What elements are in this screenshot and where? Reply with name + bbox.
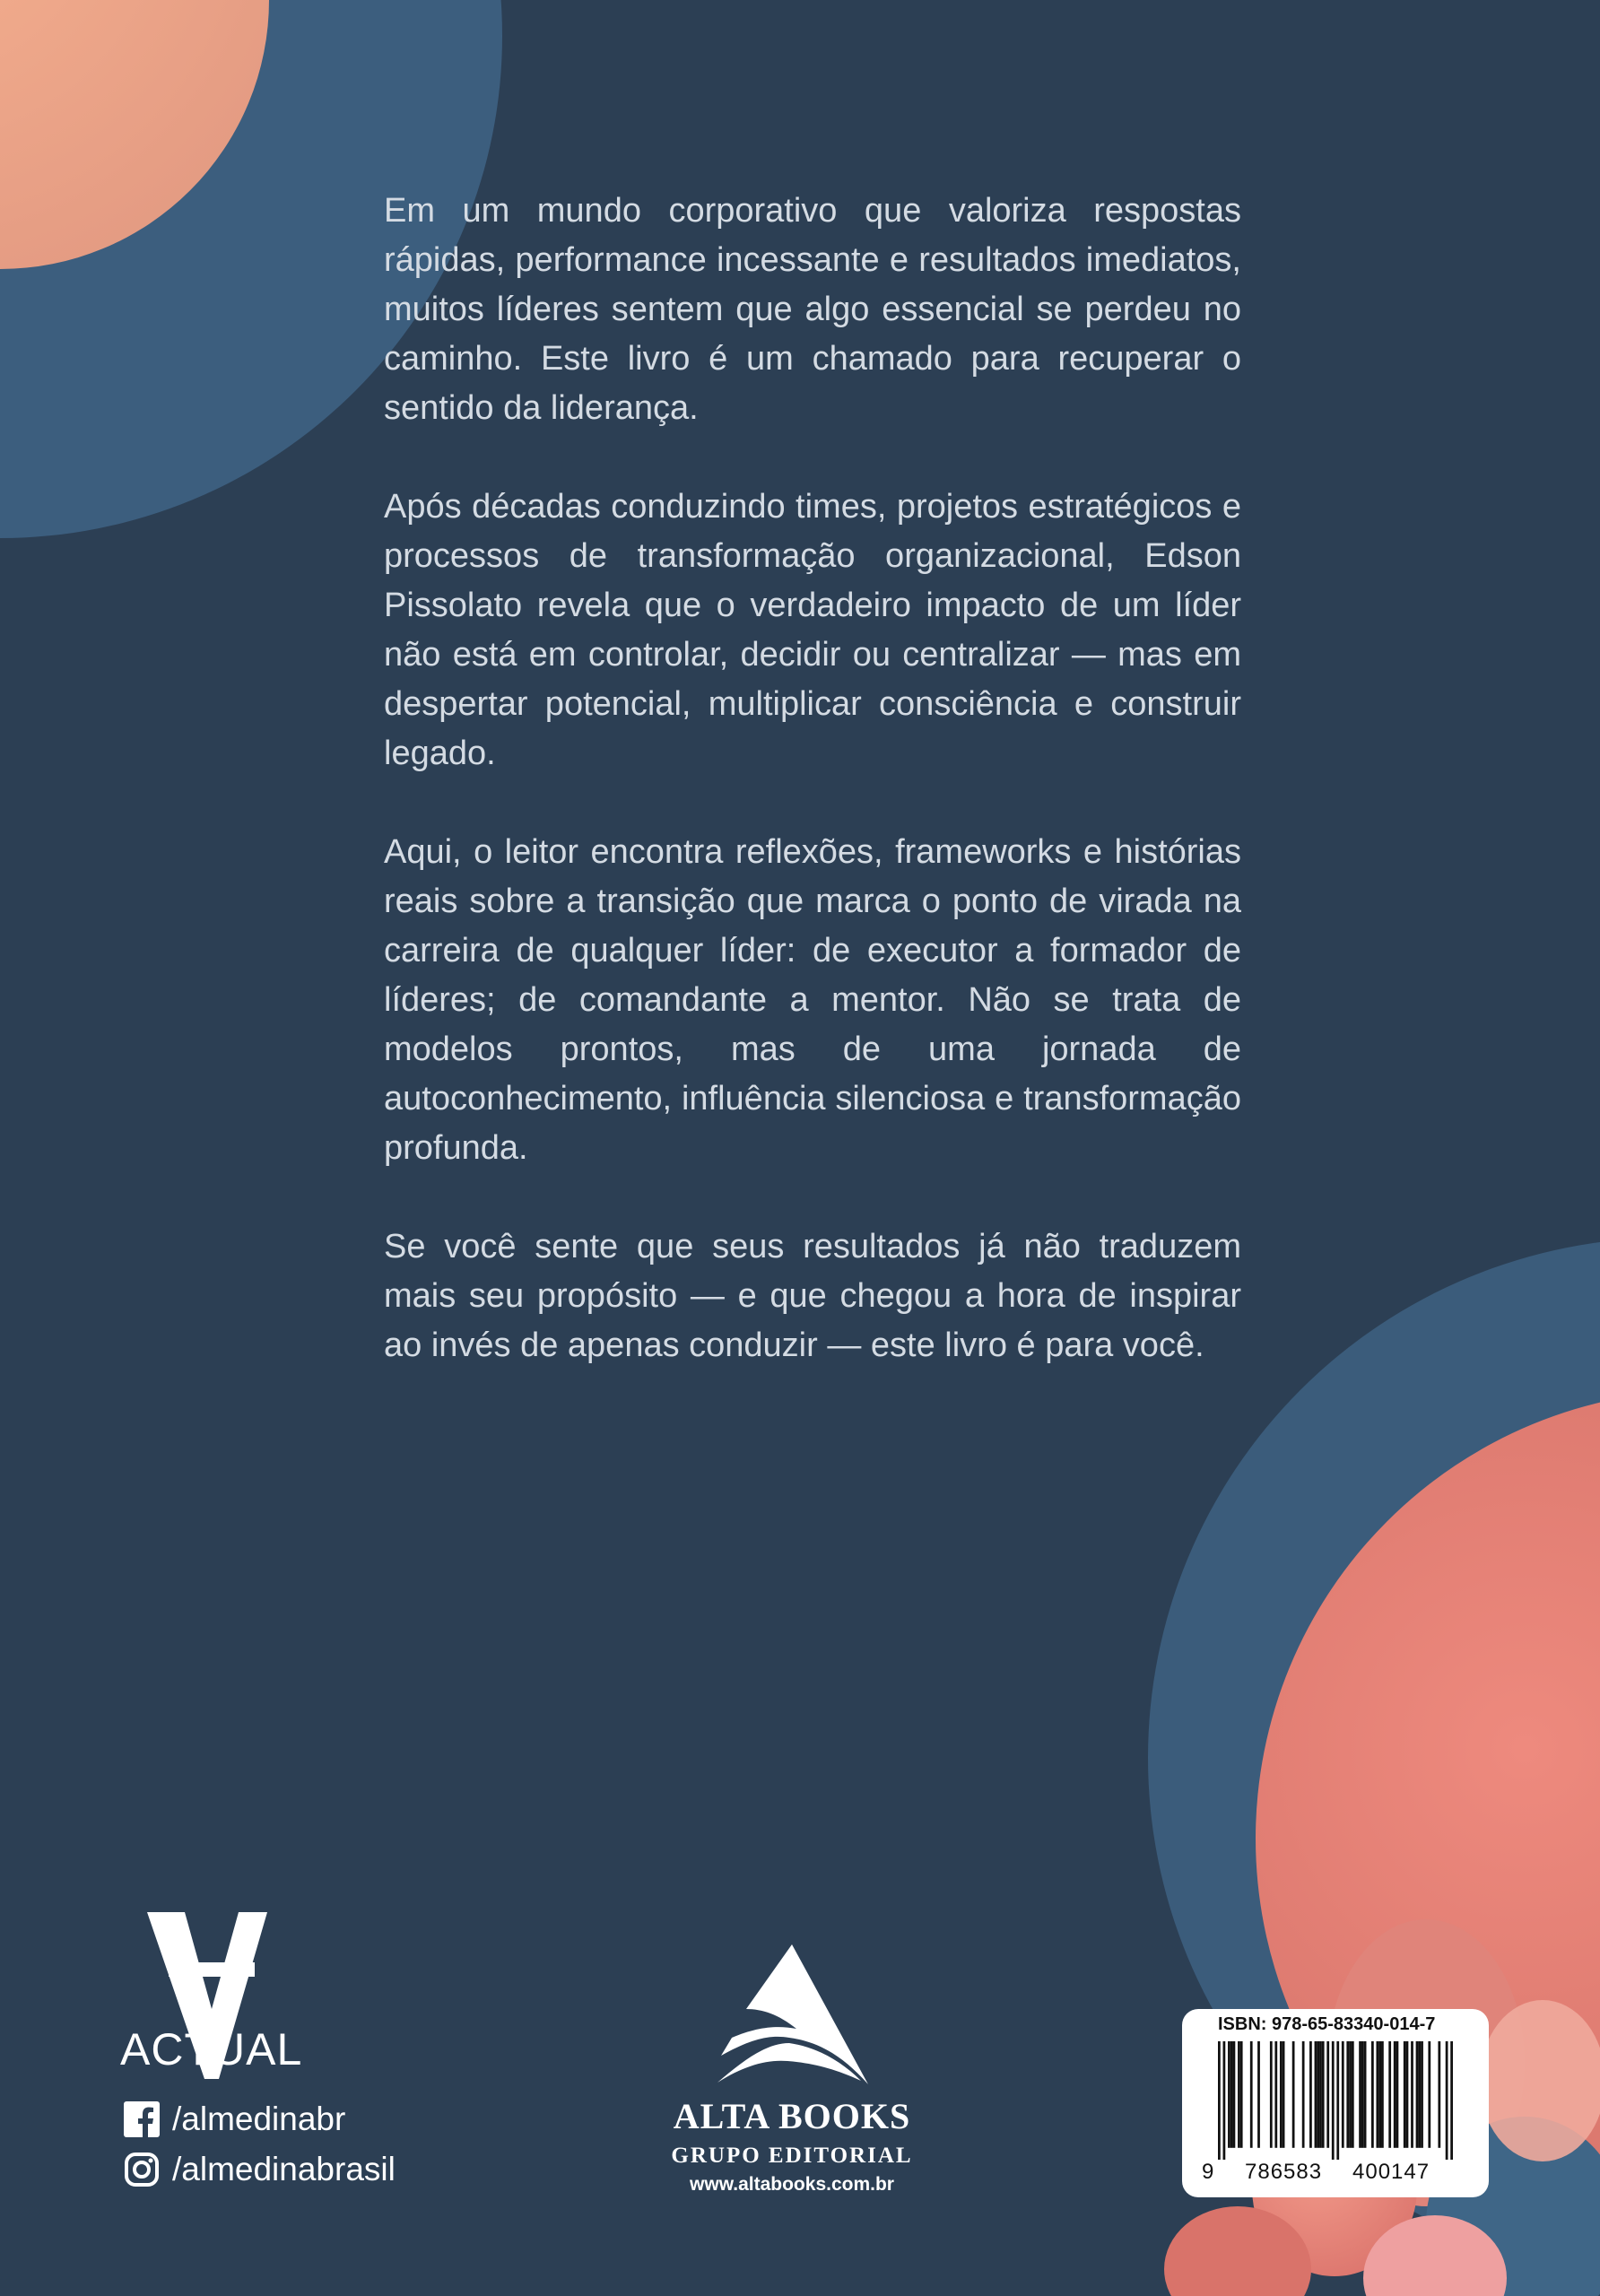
barcode-bar bbox=[1292, 2041, 1295, 2148]
publisher-url: www.altabooks.com.br bbox=[690, 2174, 894, 2195]
barcode-bar bbox=[1233, 2041, 1236, 2148]
barcode-bar bbox=[1317, 2041, 1319, 2148]
blurb-paragraph-2: Após décadas conduzindo times, projetos estratégicos e processos de transformação organizacional, Edson Pissolato revela que o verdadeiro impacto de um líder não está em controlar, decidir ou centralizar — mas em despertar potencial, multiplicar consciência e construir legado. bbox=[384, 488, 1241, 772]
barcode-bar bbox=[1302, 2041, 1305, 2148]
facebook-icon bbox=[124, 2101, 160, 2137]
barcode-bars bbox=[1218, 2041, 1453, 2160]
barcode-bar bbox=[1418, 2041, 1421, 2148]
barcode-digits-right: 400147 bbox=[1352, 2160, 1430, 2184]
barcode-bar bbox=[1238, 2041, 1240, 2148]
barcode-bar bbox=[1309, 2041, 1312, 2148]
barcode-bar bbox=[1361, 2041, 1364, 2148]
barcode-bar bbox=[1359, 2041, 1361, 2148]
barcode-bar bbox=[1381, 2041, 1384, 2148]
facebook-handle-text: /almedinabr bbox=[172, 2100, 346, 2137]
barcode-bar bbox=[1315, 2041, 1317, 2148]
barcode-bar bbox=[1336, 2041, 1339, 2160]
barcode-bar bbox=[1364, 2041, 1367, 2148]
blurb-paragraph-3: Aqui, o leitor encontra reflexões, frameworks e histórias reais sobre a transição que marca o ponto de virada na carreira de qualquer líder: de executor a formador de líderes; de comandante a mentor. Não se trata de modelos prontos, mas de uma jornada de autoconhecimento, influência silenciosa e transformação profunda. bbox=[384, 833, 1241, 1167]
barcode-bar bbox=[1346, 2041, 1349, 2148]
barcode-bar bbox=[1394, 2041, 1396, 2148]
barcode-bar bbox=[1240, 2041, 1243, 2148]
barcode-bar bbox=[1438, 2041, 1440, 2148]
barcode-bar bbox=[1257, 2041, 1260, 2148]
barcode-bar bbox=[1218, 2041, 1221, 2160]
barcode-bar bbox=[1280, 2041, 1283, 2148]
barcode-digits-left: 786583 bbox=[1245, 2160, 1323, 2184]
alta-books-logo-icon bbox=[716, 1944, 868, 2090]
barcode-bar bbox=[1378, 2041, 1381, 2148]
blurb-paragraph-4: Se você sente que seus resultados já não traduzem mais seu propósito — e que chegou a hora de inspirar ao invés de apenas conduzir — este livro é para você. bbox=[384, 1228, 1241, 1364]
instagram-handle bbox=[124, 2151, 396, 2188]
barcode-bar bbox=[1416, 2041, 1419, 2148]
barcode-bar bbox=[1404, 2041, 1406, 2148]
barcode-bar bbox=[1446, 2041, 1448, 2160]
barcode-bar bbox=[1388, 2041, 1391, 2148]
back-cover-blurb bbox=[384, 187, 1241, 1420]
actual-imprint-name: ACTUAL bbox=[120, 2024, 303, 2074]
barcode-bar bbox=[1342, 2041, 1344, 2148]
isbn-label: ISBN: 978-65-83340-014-7 bbox=[1218, 2014, 1436, 2034]
barcode-bar bbox=[1283, 2041, 1285, 2148]
barcode-bar bbox=[1352, 2041, 1354, 2148]
publisher-name: ALTA BOOKS bbox=[673, 2096, 911, 2136]
barcode-bar bbox=[1349, 2041, 1352, 2148]
barcode-bar bbox=[1411, 2041, 1413, 2148]
barcode-bar bbox=[1428, 2041, 1430, 2148]
barcode-bar bbox=[1421, 2041, 1423, 2148]
barcode-bar bbox=[1377, 2041, 1379, 2148]
barcode-bar bbox=[1230, 2041, 1233, 2148]
barcode-bar bbox=[1332, 2041, 1335, 2160]
barcode-bar bbox=[1371, 2041, 1374, 2148]
barcode-bar bbox=[1326, 2041, 1329, 2148]
barcode-bar bbox=[1319, 2041, 1322, 2148]
instagram-icon bbox=[124, 2152, 160, 2187]
barcode-bar bbox=[1270, 2041, 1273, 2148]
blurb-paragraph-1: Em um mundo corporativo que valoriza respostas rápidas, performance incessante e resultados imediatos, muitos líderes sentem que algo essencial se perdeu no caminho. Este livro é um chamado para recuperar o sentido da liderança. bbox=[384, 192, 1241, 427]
barcode-bar bbox=[1223, 2041, 1226, 2160]
barcode-bar bbox=[1228, 2041, 1230, 2148]
barcode-digit-first: 9 bbox=[1202, 2160, 1214, 2184]
publisher-subtitle: GRUPO EDITORIAL bbox=[671, 2144, 913, 2168]
barcode-bar bbox=[1274, 2041, 1277, 2148]
facebook-handle bbox=[124, 2100, 345, 2138]
barcode-bar bbox=[1322, 2041, 1325, 2148]
isbn-barcode bbox=[1182, 2009, 1489, 2197]
barcode-bar bbox=[1406, 2041, 1409, 2148]
instagram-handle-text: /almedinabrasil bbox=[172, 2151, 396, 2187]
barcode-bar bbox=[1396, 2041, 1399, 2148]
barcode-bar bbox=[1450, 2041, 1453, 2160]
barcode-bar bbox=[1250, 2041, 1253, 2148]
